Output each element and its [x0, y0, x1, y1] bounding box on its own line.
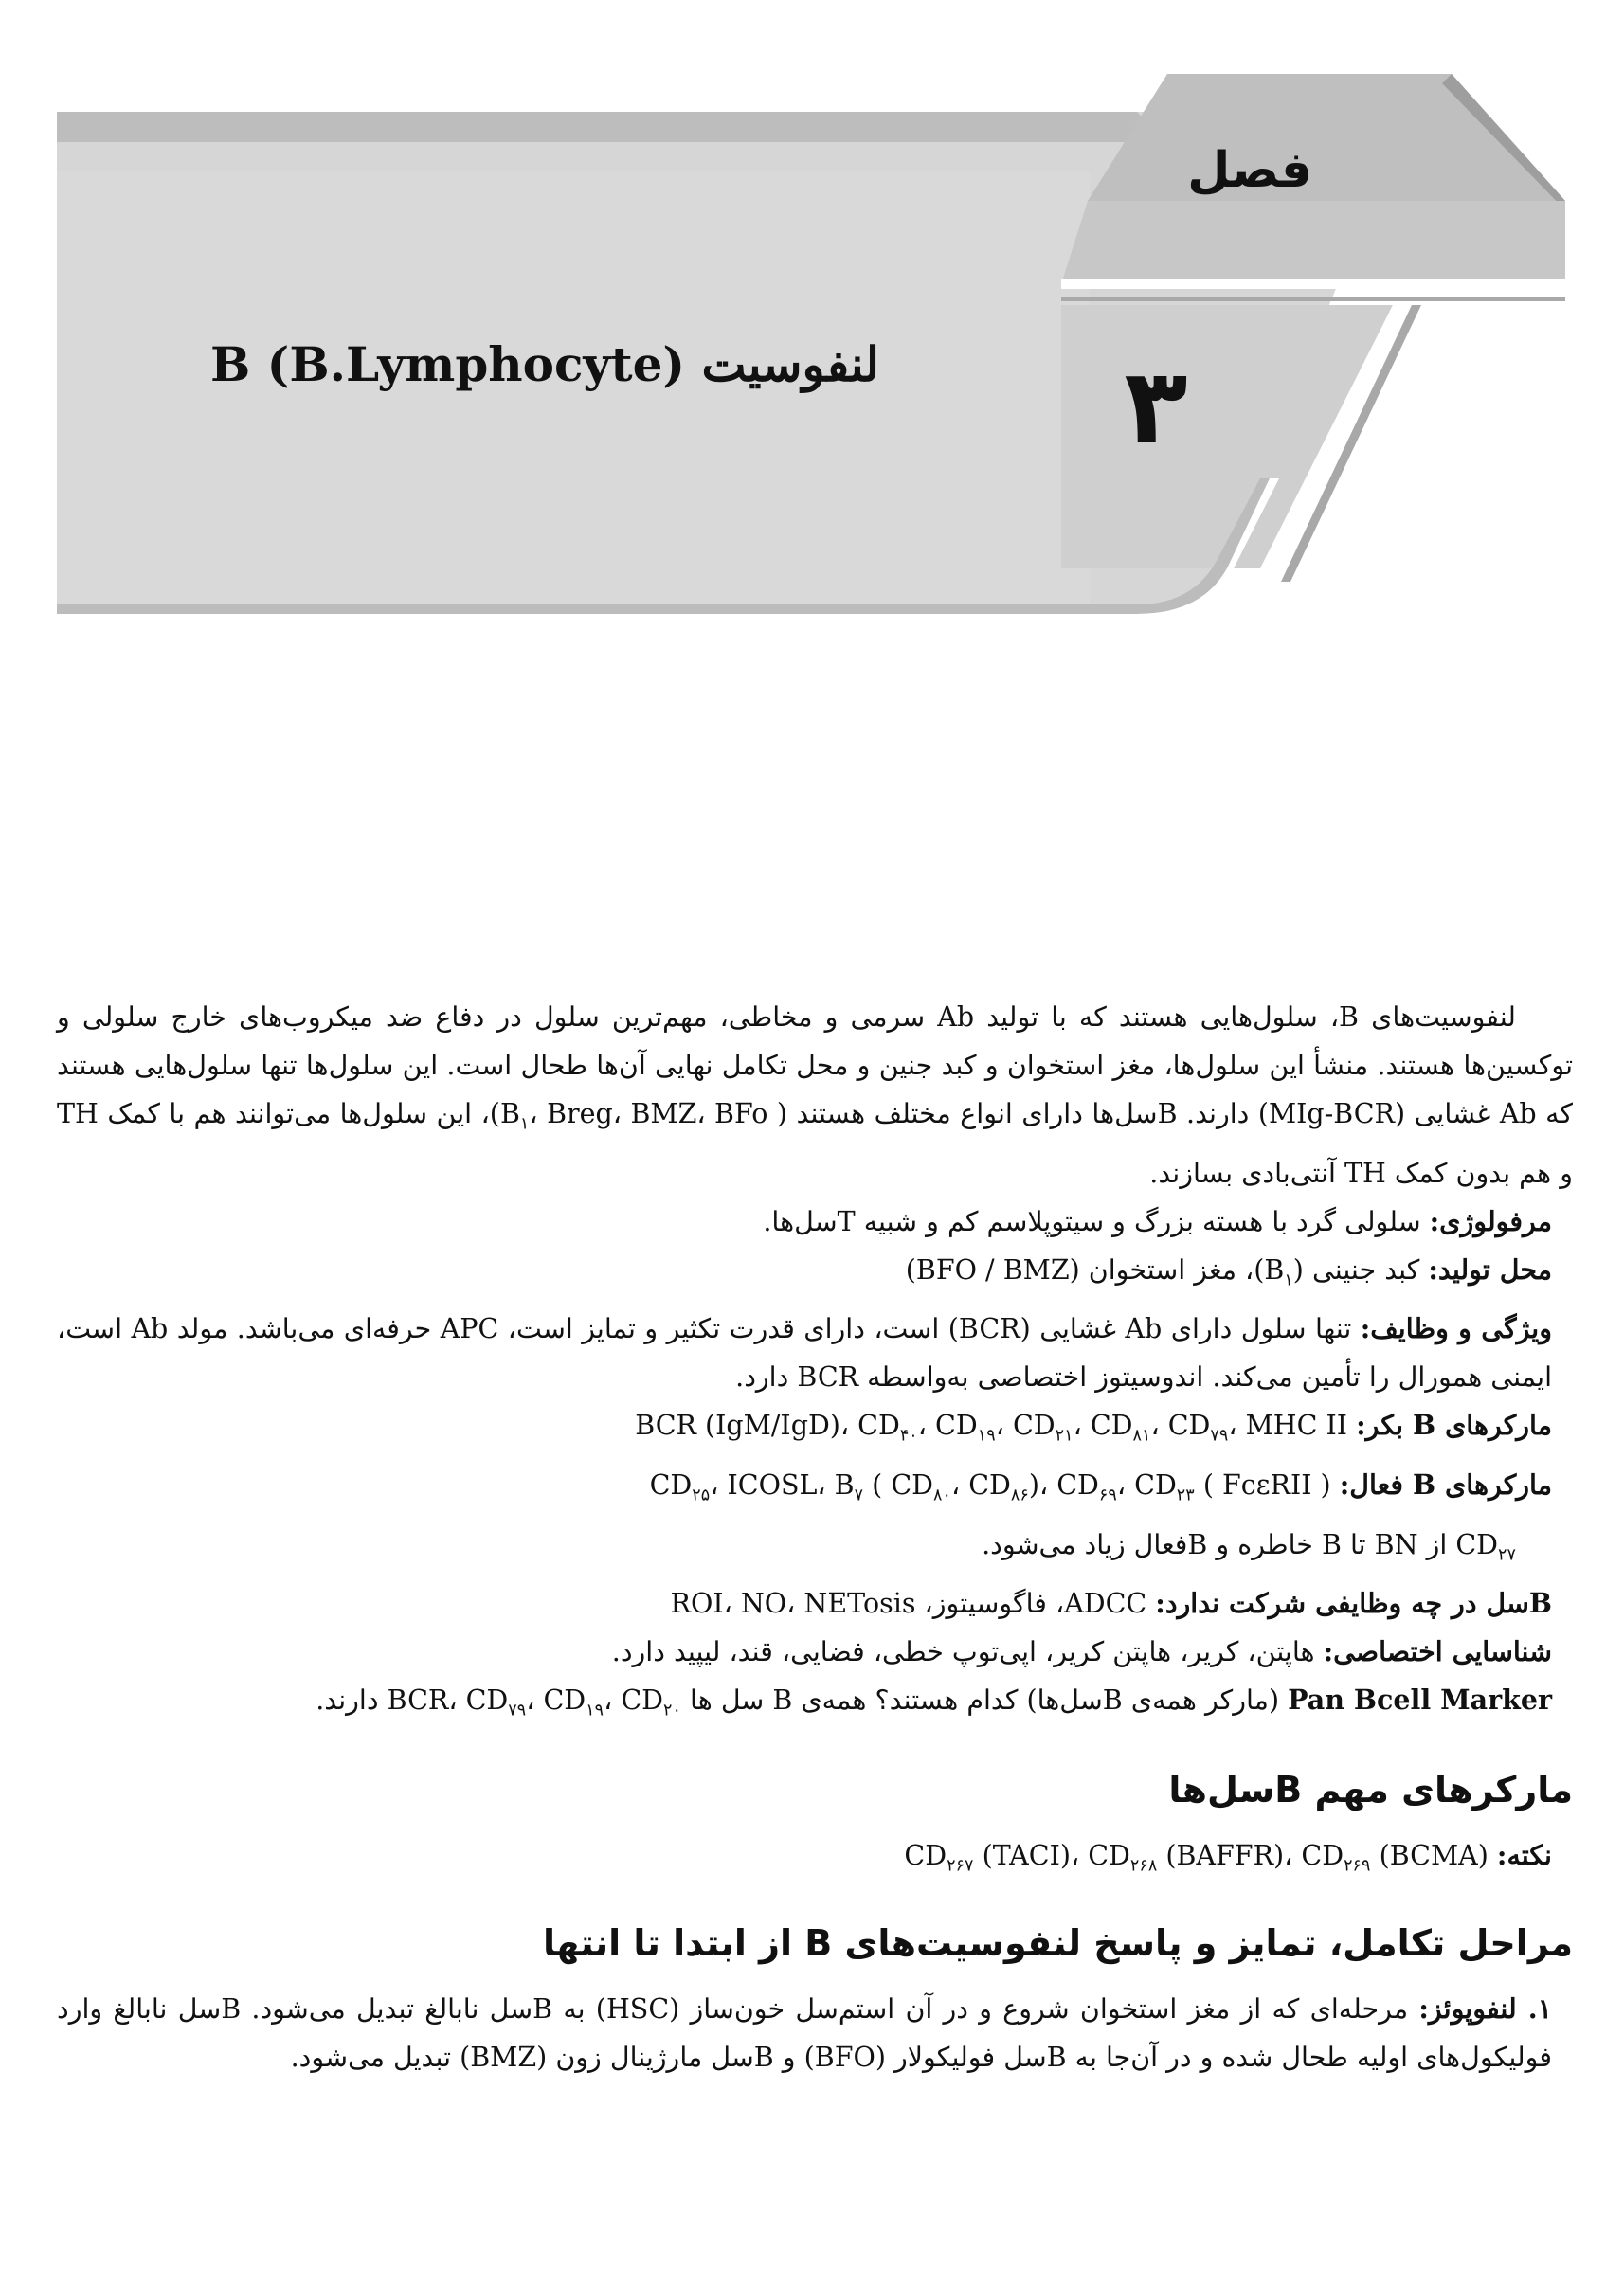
chapter-label: فصل: [1187, 142, 1312, 199]
naive-markers-line: مارکرهای B بکر: BCR (IgM/IgD)، $CD_{۴۰}،$ $CD_{۱۹}،$ $CD_{۲۱}،$ $CD_{۸۱}،$ $CD_{۷۹}،$ MHC II: [635, 1409, 1552, 1447]
chapter-banner: [0, 0, 1624, 625]
banner-graphic: [0, 0, 1624, 625]
not-functions-line: Bسل در چه وظایفی شرکت ندارد: ADCC، فاگوسیتوز، ROI، NO، NETosis: [670, 1587, 1552, 1620]
features-paragraph: ویژگی و وظایف: تنها سلول دارای Ab غشایی (BCR) است، دارای قدرت تکثیر و تمایز است، APC حرفه‌ای می‌باشد. مولد Ab است، ایمنی همورال را تأمین می‌کند. اندوسیتوز اختصاصی به‌واسطه BCR دارد.: [57, 1312, 1552, 1394]
pan-marker-line: Pan Bcell Marker (مارکر همه‌ی Bسل‌ها) کدام هستند؟ همه‌ی B سل ها BCR، $CD_{۷۹}،$ $CD_{۱۹}،$ $CD_{۲۰}$ دارند.: [316, 1684, 1552, 1721]
body-text: [57, 993, 1573, 2081]
lymphopoiesis-paragraph: ۱. لنفوپوئز: مرحله‌ای که از مغز استخوان شروع و در آن استم‌سل خون‌ساز (HSC) به Bسل نابالغ تبدیل می‌شود. Bسل نابالغ وارد فولیکول‌های اولیه طحال شده و در آن‌جا به Bسل فولیکولار (BFO) و Bسل مارژینال زون (BMZ) تبدیل می‌شود.: [57, 1991, 1553, 2073]
cd27-line: $CD_{۲۷}$ از BN تا B خاطره و Bفعال زیاد می‌شود.: [982, 1528, 1516, 1565]
note-line: نکته: $CD_{۲۶۷}$ (TACI)، $CD_{۲۶۸}$ (BAFFR)، $CD_{۲۶۹}$ (BCMA): [904, 1839, 1552, 1876]
active-markers-line: مارکرهای B فعال: $CD_{۲۵}،$ ICOSL، $B_۷$ ( $CD_{۸۰}،$ $CD_{۸۶})،$ $CD_{۶۹}،$ $CD_{۲۳}$ ( FcεRII ): [649, 1468, 1552, 1505]
recognition-line: شناسایی اختصاصی: هاپتن، کریر، هاپتن کریر، اپی‌توپ خطی، فضایی، قند، لیپید دارد.: [611, 1635, 1552, 1668]
chapter-number: ۳: [1124, 346, 1188, 467]
intro-paragraph: لنفوسیت‌های B، سلول‌هایی هستند که با تولید Ab سرمی و مخاطی، مهم‌ترین سلول در دفاع ضد میکروب‌های خارج سلولی و توکسین‌ها هستند. منشأ این سلول‌ها، مغز استخوان و کبد جنین و محل تکامل نهایی آن‌ها طحال است. این سلول‌ها تنها سلول‌هایی هستند که Ab غشایی (MIg-BCR) دارند. Bسل‌ها دارای انواع مختلف هستند ( $B_۱،$ Breg، BMZ، BFo)، این سلول‌ها می‌توانند هم با کمک TH و هم بدون کمک TH آنتی‌بادی بسازند.: [57, 1001, 1573, 1189]
chapter-title: لنفوسیت B (B.Lymphocyte): [210, 336, 879, 392]
production-line: محل تولید: کبد جنینی $(B_۱)،$ مغز استخوان (BFO / BMZ): [905, 1252, 1552, 1290]
section-heading-markers: مارکرهای مهم Bسل‌ها: [1168, 1769, 1573, 1811]
section-heading-development: مراحل تکامل، تمایز و پاسخ لنفوسیت‌های B از ابتدا تا انتها: [542, 1921, 1573, 1964]
morphology-line: مرفولوژی: سلولی گرد با هسته بزرگ و سیتوپلاسم کم و شبیه Tسل‌ها.: [763, 1204, 1552, 1237]
